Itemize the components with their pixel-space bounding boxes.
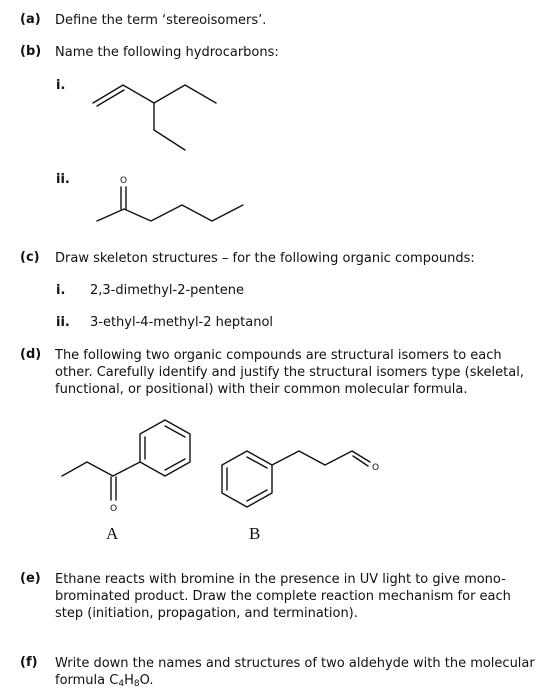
- question-f: [20, 655, 540, 693]
- question-d-text: The following two organic compounds are structural isomers to each other. Carefully identify and justify the structural isomers type (skeletal, functional, or positional) with their common molecular formula.: [55, 348, 524, 397]
- question-d-label: (d): [20, 347, 42, 362]
- question-c-label: (c): [20, 250, 40, 265]
- question-a-text: Define the term ‘stereoisomers’.: [55, 13, 267, 28]
- molecule-a-label: A: [106, 524, 119, 543]
- question-f-body: Write down the names and structures of two aldehyde with the molecular formula: [55, 656, 535, 688]
- question-f-text: Write down the names and structures of two aldehyde with the molecular formula $C_4H_8O$.: [55, 656, 535, 689]
- molecule-b-ring: [222, 451, 272, 507]
- question-e: [20, 571, 540, 622]
- question-c-item-2-label: ii.: [56, 315, 70, 330]
- molecule-a-oxygen: O: [110, 504, 118, 514]
- molecule-b-label: B: [249, 524, 261, 543]
- question-b-text: Name the following hydrocarbons:: [55, 45, 279, 60]
- molecule-b-carbonyl: [353, 456, 368, 466]
- question-e-text: Ethane reacts with bromine in the presence in UV light to give mono-brominated product. Draw the complete reaction mechanism for each step (initiation, propagation, and termination).: [55, 572, 511, 621]
- molecule-b-ring-double-1: [247, 457, 267, 468]
- question-b-label: (b): [20, 44, 42, 59]
- question-a-label: (a): [20, 12, 41, 27]
- molecular-formula: $C_4H_8O$: [109, 673, 150, 689]
- question-b-item-2-label: ii.: [56, 172, 70, 187]
- question-f-label: (f): [20, 655, 38, 670]
- question-c-item-2-text: 3-ethyl-4-methyl-2 heptanol: [90, 315, 274, 330]
- question-b-item-1-label: i.: [56, 78, 66, 93]
- question-c-item-1-label: i.: [56, 283, 66, 298]
- question-e-label: (e): [20, 571, 41, 586]
- molecule-b-oxygen: O: [372, 463, 380, 473]
- molecule-b-ii-oxygen: O: [120, 176, 128, 186]
- question-c-text: Draw skeleton structures – for the following organic compounds:: [55, 251, 475, 266]
- molecule-b-ring-double-2: [247, 490, 267, 501]
- question-c-item-1-text: 2,3-dimethyl-2-pentene: [90, 283, 245, 298]
